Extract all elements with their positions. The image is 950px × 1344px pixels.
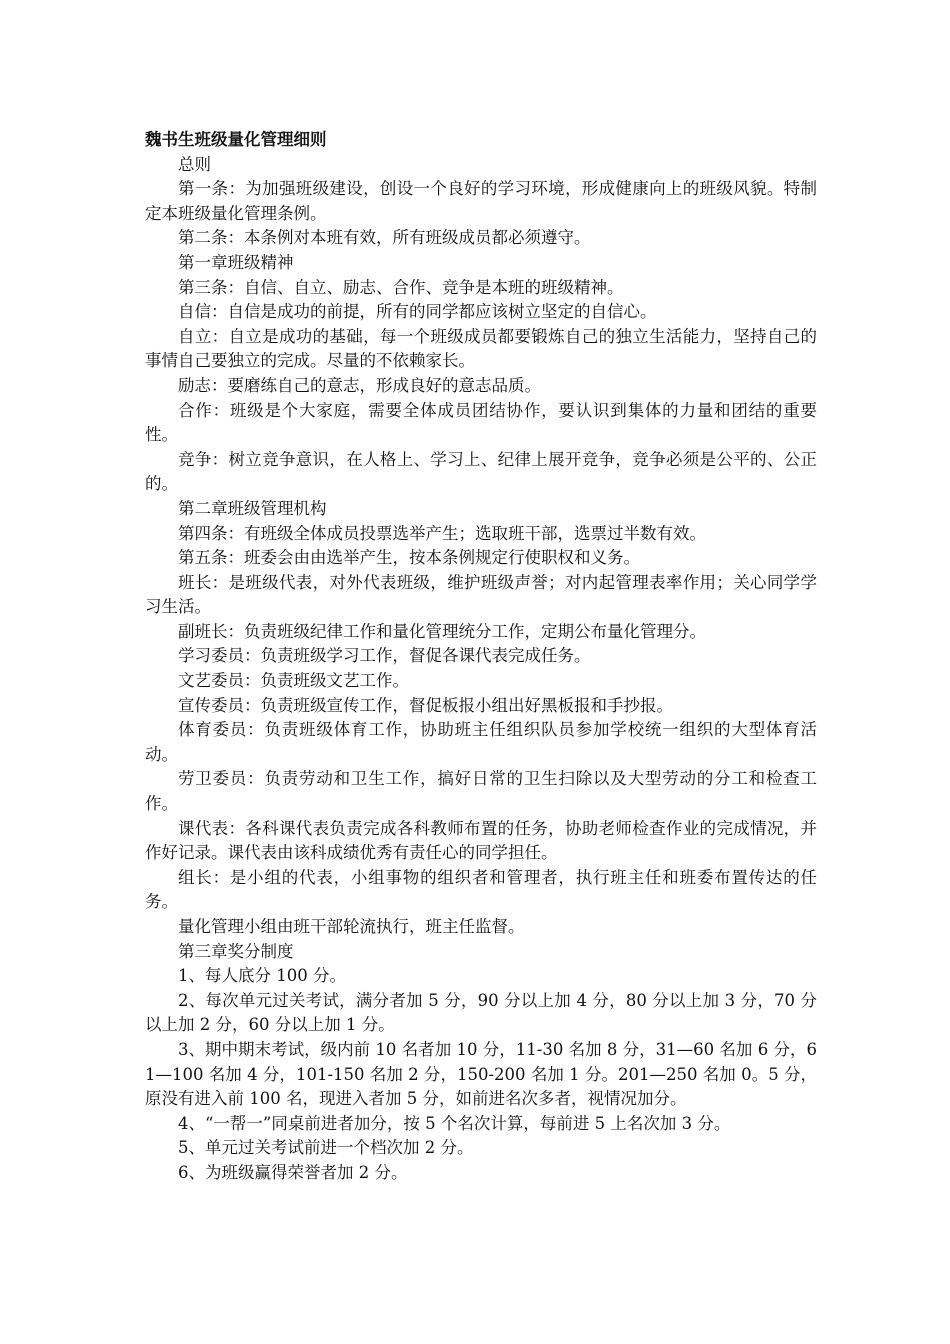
paragraph-article-5: 第五条：班委会由由选举产生，按本条例规定行使职权和义务。 — [178, 548, 640, 568]
paragraph-vice-monitor: 副班长：负责班级纪律工作和量化管理统分工作，定期公布量化管理分。 — [178, 621, 706, 641]
list-item-reward-5: 5、单元过关考试前进一个档次加 2 分。 — [178, 1138, 474, 1158]
paragraph-study-commissioner: 学习委员：负责班级学习工作，督促各课代表完成任务。 — [178, 646, 591, 666]
paragraph-article-2: 第二条：本条例对本班有效，所有班级成员都必须遵守。 — [178, 228, 591, 248]
paragraph-confidence: 自信：自信是成功的前提，所有的同学都应该树立坚定的自信心。 — [178, 302, 657, 322]
chapter-heading-2: 第二章班级管理机构 — [178, 498, 327, 518]
paragraph-monitor: 班长：是班级代表，对外代表班级，维护班级声誉；对内起管理表率作用；关心同学学习生活。 — [145, 572, 817, 617]
paragraph-cooperation: 合作：班级是个大家庭，需要全体成员团结协作，要认识到集体的力量和团结的重要性。 — [145, 400, 817, 445]
list-item-reward-4: 4、“一帮一”同桌前进者加分，按 5 个名次计算，每前进 5 上名次加 3 分。 — [178, 1113, 731, 1133]
chapter-heading-3: 第三章奖分制度 — [178, 941, 294, 961]
paragraph-arts-commissioner: 文艺委员：负责班级文艺工作。 — [178, 671, 409, 691]
document-title: 魏书生班级量化管理细则 — [145, 130, 327, 149]
section-heading-general: 总则 — [178, 154, 211, 174]
list-item-reward-3: 3、期中期末考试，级内前 10 名者加 10 分，11-30 名加 8 分，31—60 名加 6 分，61—100 名加 4 分，101-150 名加 2 分，150-200 名加 1 分。201—250 名加 0。5 分，原没有进入前 100 名，现进入者加 5 分，如前进名次多者，视情况加分。 — [145, 1039, 817, 1109]
paragraph-article-4: 第四条：有班级全体成员投票选举产生；选取班干部，选票过半数有效。 — [178, 523, 706, 543]
list-item-reward-1: 1、每人底分 100 分。 — [178, 966, 346, 986]
list-item-reward-6: 6、为班级赢得荣誉者加 2 分。 — [178, 1162, 408, 1182]
document-body — [145, 128, 817, 1186]
paragraph-self-reliance: 自立：自立是成功的基础，每一个班级成员都要锻炼自己的独立生活能力，坚持自己的事情自己要独立的完成。尽量的不依赖家长。 — [145, 326, 817, 371]
paragraph-article-1: 第一条：为加强班级建设，创设一个良好的学习环境，形成健康向上的班级风貌。特制定本班级量化管理条例。 — [145, 179, 817, 223]
paragraph-article-3: 第三条：自信、自立、励志、合作、竞争是本班的班级精神。 — [178, 277, 624, 297]
chapter-heading-1: 第一章班级精神 — [178, 252, 294, 272]
list-item-reward-2: 2、每次单元过关考试，满分者加 5 分，90 分以上加 4 分，80 分以上加 3 分，70 分以上加 2 分，60 分以上加 1 分。 — [145, 990, 817, 1035]
paragraph-labor-commissioner: 劳卫委员：负责劳动和卫生工作，搞好日常的卫生扫除以及大型劳动的分工和检查工作。 — [145, 769, 817, 814]
paragraph-publicity-commissioner: 宣传委员：负责班级宣传工作，督促板报小组出好黑板报和手抄报。 — [178, 695, 673, 715]
paragraph-quantification-group: 量化管理小组由班干部轮流执行，班主任监督。 — [178, 917, 525, 936]
paragraph-competition: 竞争：树立竞争意识，在人格上、学习上、纪律上展开竞争，竞争必须是公平的、公正的。 — [145, 449, 817, 494]
paragraph-aspiration: 励志：要磨练自己的意志，形成良好的意志品质。 — [178, 375, 541, 395]
paragraph-group-leader: 组长：是小组的代表，小组事物的组织者和管理者，执行班主任和班委布置传达的任务。 — [145, 867, 817, 912]
paragraph-subject-representative: 课代表：各科课代表负责完成各科教师布置的任务，协助老师检查作业的完成情况，并作好记录。课代表由该科成绩优秀有责任心的同学担任。 — [145, 818, 817, 863]
paragraph-sports-commissioner: 体育委员：负责班级体育工作，协助班主任组织队员参加学校统一组织的大型体育活动。 — [145, 720, 817, 764]
